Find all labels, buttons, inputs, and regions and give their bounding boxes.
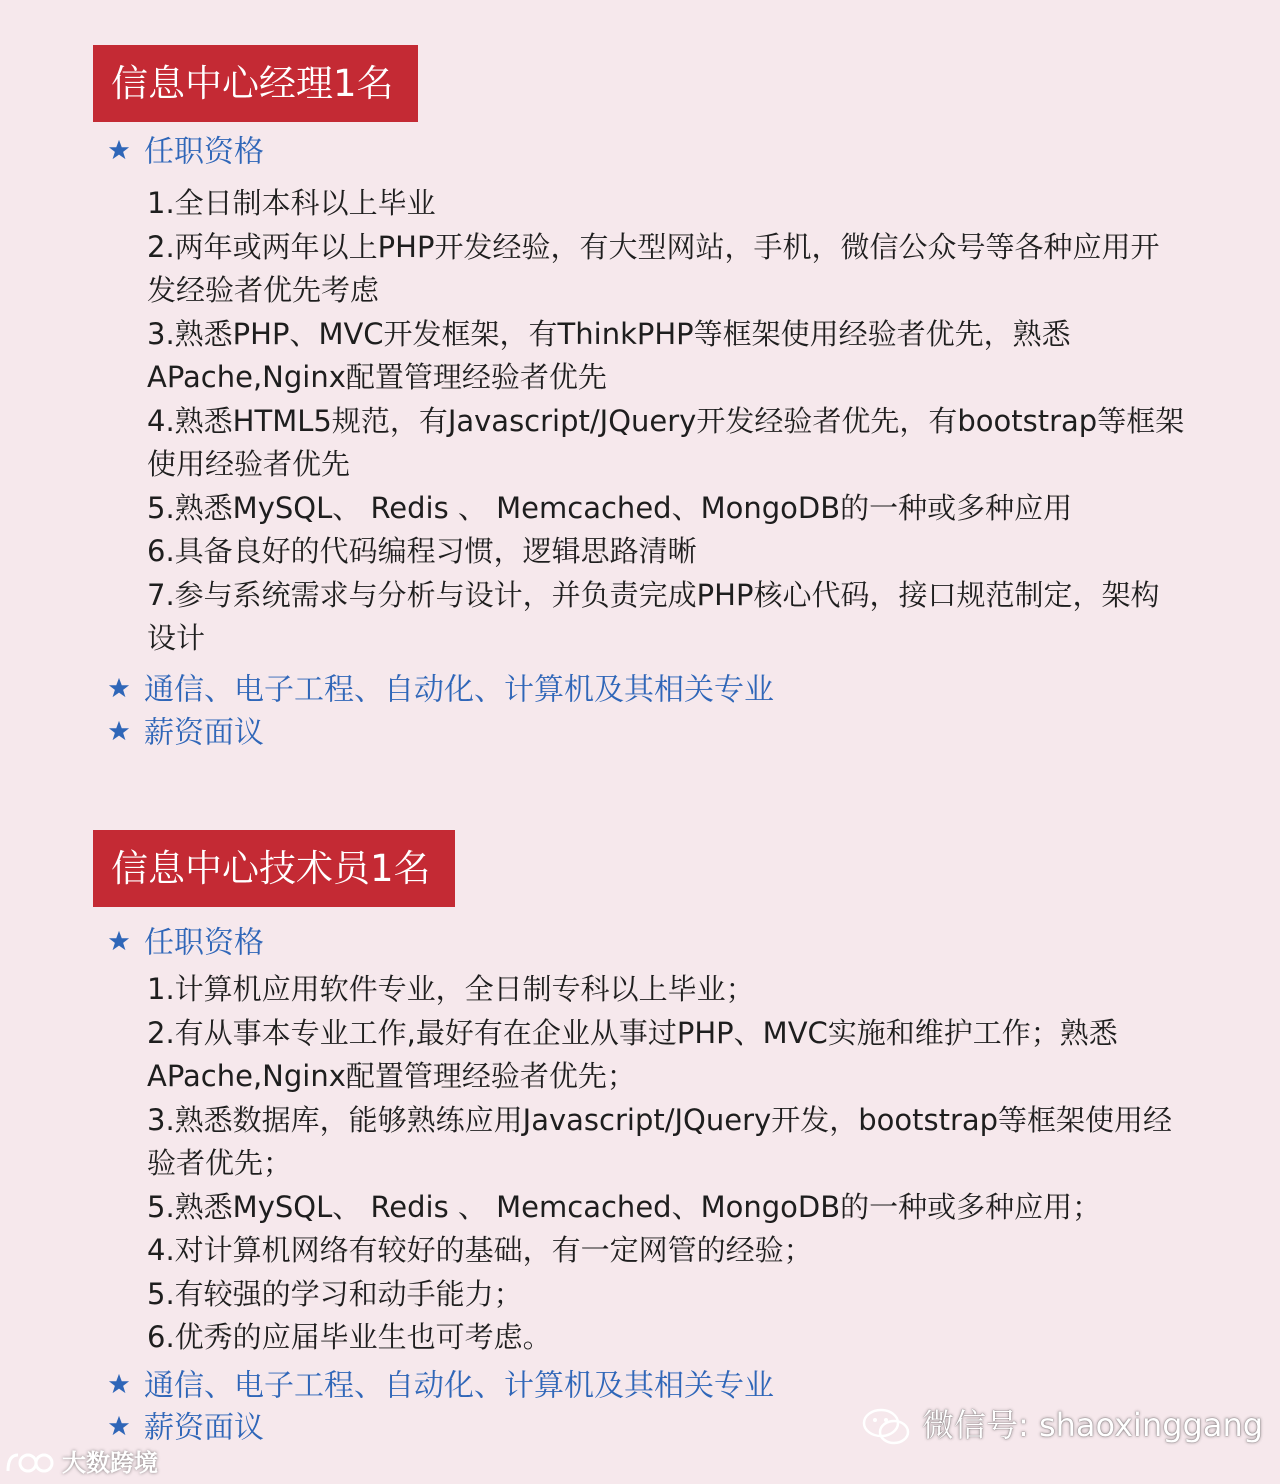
list-item: 1.全日制本科以上毕业: [147, 186, 436, 220]
star-icon: [108, 1373, 130, 1395]
brand-text: 大数跨境: [62, 1449, 158, 1477]
star-icon: [108, 139, 130, 161]
star-icon: [108, 1415, 130, 1437]
list-item: 3.熟悉数据库，能够熟练应用Javascript/JQuery开发，bootstrap等框架使用经验者优先；: [147, 1102, 1173, 1180]
qualifications-heading: 任职资格: [108, 130, 264, 174]
list-item: 2.有从事本专业工作,最好有在企业从事过PHP、MVC实施和维护工作；熟悉APache,Nginx配置管理经验者优先；: [147, 1015, 1118, 1093]
brand-logo-icon: [4, 1449, 56, 1479]
star-icon: [108, 720, 130, 742]
wechat-id-text: 微信号: shaoxinggang: [922, 1406, 1264, 1444]
list-item: 6.优秀的应届毕业生也可考虑。: [147, 1320, 552, 1354]
list-item: 4.对计算机网络有较好的基础，有一定网管的经验；: [147, 1233, 813, 1267]
list-item: 6.具备良好的代码编程习惯，逻辑思路清晰: [147, 534, 697, 568]
wechat-icon: [862, 1407, 912, 1447]
list-item: 7.参与系统需求与分析与设计，并负责完成PHP核心代码，接口规范制定，架构设计: [147, 577, 1160, 655]
star-icon: [108, 930, 130, 952]
list-item: 4.熟悉HTML5规范，有Javascript/JQuery开发经验者优先，有bootstrap等框架使用经验者优先: [147, 403, 1185, 481]
job-title: 信息中心经理1名: [111, 62, 394, 105]
job-title-banner: [93, 45, 418, 122]
list-item: 5.有较强的学习和动手能力；: [147, 1276, 523, 1311]
qualifications-heading: 任职资格: [108, 921, 264, 965]
brand-watermark: [4, 1445, 158, 1481]
list-item: 3.熟悉PHP、MVC开发框架，有ThinkPHP等框架使用经验者优先，熟悉APache,Nginx配置管理经验者优先: [147, 316, 1071, 394]
list-item: 1.计算机应用软件专业，全日制专科以上毕业；: [147, 972, 755, 1006]
list-item: 5.熟悉MySQL、 Redis 、 Memcached、MongoDB的一种或多种应用: [147, 490, 1073, 525]
salary-bullet: 薪资面议: [108, 1406, 264, 1450]
list-item: 2.两年或两年以上PHP开发经验，有大型网站，手机，微信公众号等各种应用开发经验者优先考虑: [147, 229, 1160, 307]
job-title-banner: [93, 830, 455, 907]
job-title: 信息中心技术员1名: [111, 847, 431, 890]
major-bullet: 通信、电子工程、自动化、计算机及其相关专业: [108, 668, 774, 712]
star-icon: [108, 677, 130, 699]
requirements-list: [147, 968, 1187, 1360]
list-item: 5.熟悉MySQL、 Redis 、 Memcached、MongoDB的一种或多种应用；: [147, 1189, 1102, 1224]
major-bullet: 通信、电子工程、自动化、计算机及其相关专业: [108, 1364, 774, 1408]
requirements-list: [147, 182, 1187, 661]
salary-bullet: 薪资面议: [108, 711, 264, 755]
wechat-watermark: [862, 1400, 1263, 1450]
